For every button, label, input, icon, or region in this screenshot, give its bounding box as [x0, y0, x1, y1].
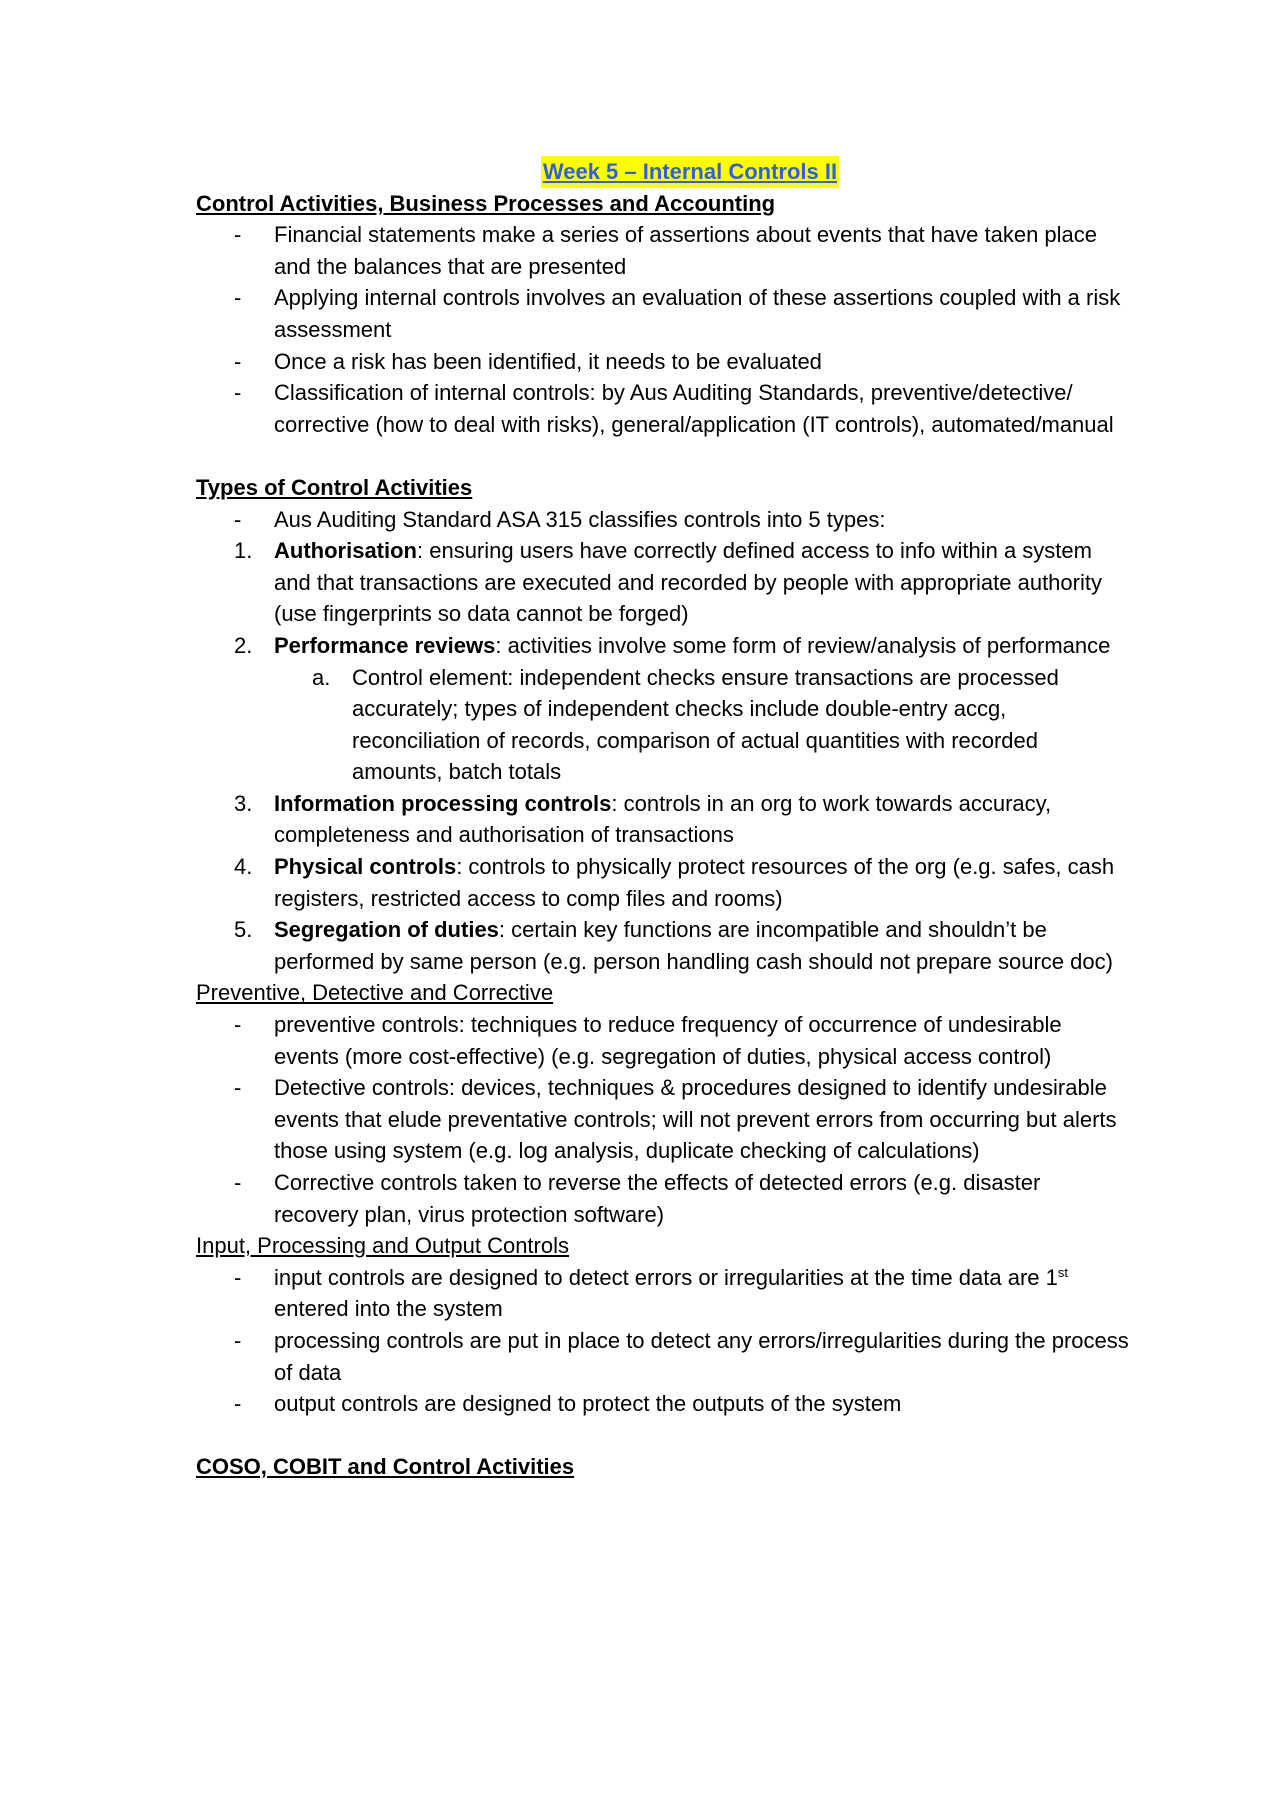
dash-marker: - — [234, 1264, 242, 1290]
numbered-item — [196, 914, 1130, 977]
number-marker: 3. — [234, 790, 253, 816]
term: Information processing controls — [274, 790, 612, 816]
item-text: : controls in an org to work towards accuracy, completeness and authorisation of transactions — [274, 790, 1052, 848]
numbered-item — [196, 630, 1130, 662]
bullet-item — [196, 1388, 1130, 1420]
bullet-item — [196, 1009, 1130, 1072]
section-heading-control-activities: Control Activities, Business Processes and Accounting — [196, 190, 776, 216]
bullet-item — [196, 1167, 1130, 1230]
bullet-item — [196, 1325, 1130, 1388]
blank-line — [196, 1420, 1130, 1452]
numbered-item — [196, 535, 1130, 630]
bullet-text: processing controls are put in place to detect any errors/irregularities during the process of data — [274, 1327, 1129, 1385]
number-marker: 1. — [234, 538, 253, 564]
item-text: : controls to physically protect resources of the org (e.g. safes, cash registers, restricted access to comp files and rooms) — [274, 854, 1115, 911]
numbered-item — [196, 788, 1130, 851]
dash-marker: - — [234, 380, 242, 406]
ordinal-superscript: st — [1057, 1264, 1068, 1280]
section-heading-types: Types of Control Activities — [196, 474, 473, 500]
bullet-item — [196, 504, 1130, 536]
number-marker: 2. — [234, 632, 253, 658]
term: Physical controls — [274, 854, 457, 880]
title-line — [0, 156, 1280, 188]
dash-marker: - — [234, 1391, 242, 1417]
bullet-text: Detective controls: devices, techniques & procedures designed to identify undesirable events that elude preventative controls; will not prevent errors from occurring but alerts those using system (e.g. log analysis, duplicate checking of calculations) — [274, 1075, 1117, 1164]
bullet-text: preventive controls: techniques to reduce frequency of occurrence of undesirable events (more cost-effective) (e.g. segregation of duties, physical access control) — [274, 1012, 1062, 1069]
bullet-text: Applying internal controls involves an evaluation of these assertions coupled with a risk assessment — [274, 285, 1121, 342]
bullet-item — [196, 219, 1130, 282]
document-title: Week 5 – Internal Controls II — [541, 156, 839, 188]
dash-marker: - — [234, 222, 242, 248]
sub-item-text: Control element: independent checks ensure transactions are processed accurately; types of independent checks include double-entry accg, reconciliation of records, comparison of actual quantities with recorded amounts, batch totals — [352, 664, 1059, 785]
blank-line — [196, 440, 1130, 472]
bullet-text: Once a risk has been identified, it needs to be evaluated — [274, 348, 822, 374]
dash-marker: - — [234, 348, 242, 374]
dash-marker: - — [234, 1327, 242, 1353]
dash-marker: - — [234, 1075, 242, 1101]
term: Performance reviews — [274, 632, 496, 658]
bullet-item — [196, 346, 1130, 378]
term: Authorisation — [274, 538, 417, 564]
numbered-item — [196, 851, 1130, 914]
dash-marker: - — [234, 1012, 242, 1038]
item-text: : certain key functions are incompatible and shouldn’t be performed by same person (e.g. person handling cash should not prepare source doc) — [274, 917, 1113, 974]
subheading-preventive-detective-corrective: Preventive, Detective and Corrective — [196, 980, 554, 1006]
subheading-input-processing-output: Input, Processing and Output Controls — [196, 1233, 569, 1259]
bullet-text: Aus Auditing Standard ASA 315 classifies controls into 5 types: — [274, 506, 886, 532]
number-marker: 5. — [234, 917, 253, 943]
lettered-sub-item — [196, 662, 1130, 788]
dash-marker: - — [234, 1170, 242, 1195]
bullet-text: output controls are designed to protect the outputs of the system — [274, 1391, 902, 1417]
term: Segregation of duties — [274, 917, 499, 943]
section-heading-coso-cobit: COSO, COBIT and Control Activities — [196, 1454, 575, 1480]
bullet-text: Corrective controls taken to reverse the effects of detected errors (e.g. disaster recovery plan, virus protection software) — [274, 1170, 1041, 1227]
bullet-text: input controls are designed to detect errors or irregularities at the time data are 1 — [274, 1264, 1058, 1290]
dash-marker: - — [234, 506, 242, 532]
bullet-text-continued: entered into the system — [274, 1296, 503, 1322]
item-text: : activities involve some form of review/analysis of performance — [495, 632, 1111, 658]
dash-marker: - — [234, 285, 242, 311]
item-text: : ensuring users have correctly defined access to info within a system and that transactions are executed and recorded by people with appropriate authority (use fingerprints so data cannot be forged) — [274, 538, 1102, 627]
number-marker: 4. — [234, 854, 253, 880]
bullet-text: Classification of internal controls: by Aus Auditing Standards, preventive/detective/ corrective (how to deal with risks), general/application (IT controls), automated/manual — [274, 380, 1114, 437]
letter-marker: a. — [312, 664, 331, 690]
bullet-item — [196, 377, 1130, 440]
bullet-item — [196, 282, 1130, 345]
bullet-text: Financial statements make a series of assertions about events that have taken place and the balances that are presented — [274, 222, 1098, 279]
bullet-item — [196, 1262, 1130, 1325]
bullet-item — [196, 1072, 1130, 1167]
